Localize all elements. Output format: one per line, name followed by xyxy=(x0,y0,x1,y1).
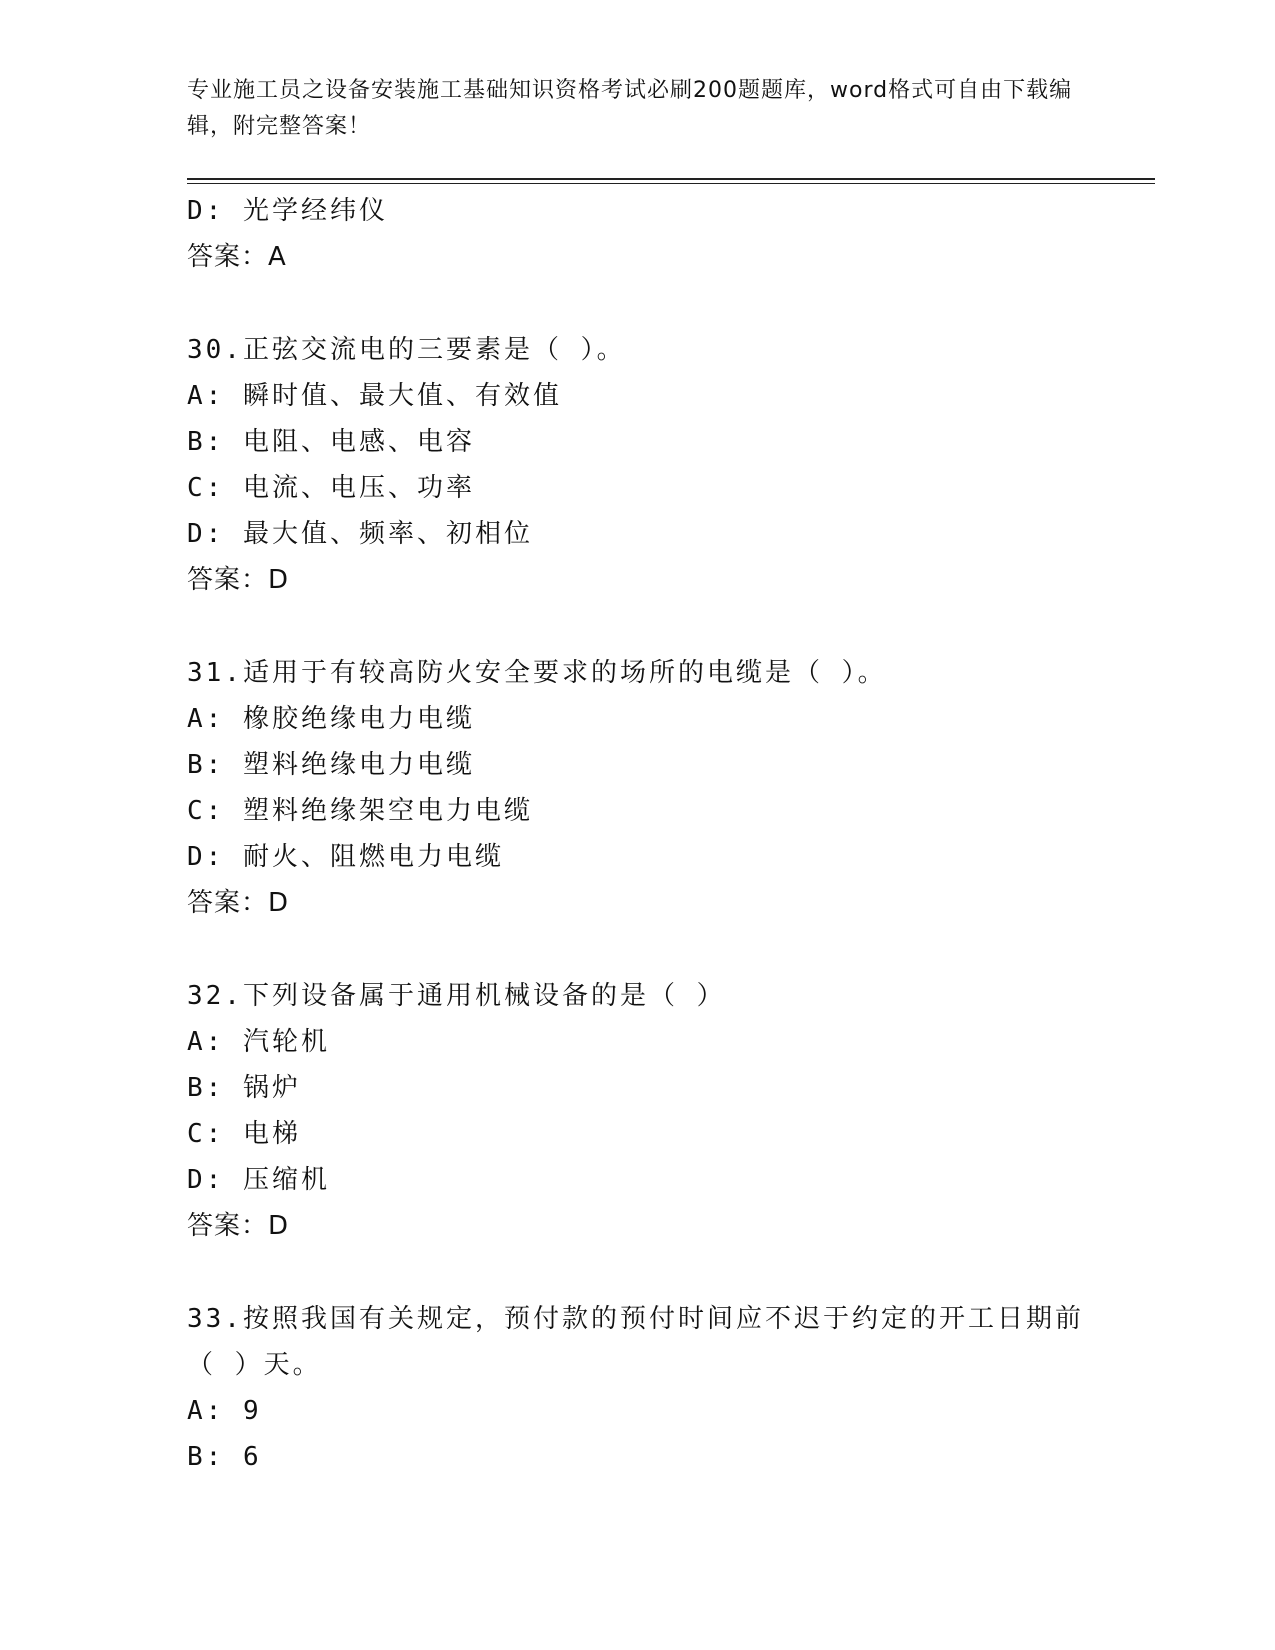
answer-line: 答案：D xyxy=(187,565,290,595)
answer-line: 答案：D xyxy=(187,1211,290,1241)
question-stem: 30.正弦交流电的三要素是（ ）。 xyxy=(187,335,626,365)
option-line: D: 耐火、阻燃电力电缆 xyxy=(187,842,504,872)
option-line: D: 光学经纬仪 xyxy=(187,196,388,226)
option-line: D: 压缩机 xyxy=(187,1165,330,1195)
question-stem: （ ）天。 xyxy=(187,1350,322,1380)
option-line: A: 瞬时值、最大值、有效值 xyxy=(187,381,562,411)
option-line: C: 电流、电压、功率 xyxy=(187,473,475,503)
answer-line: 答案：A xyxy=(187,242,287,272)
document-header: 专业施工员之设备安装施工基础知识资格考试必刷200题题库，word格式可自由下载编辑，附完整答案！ xyxy=(187,78,1073,139)
header-divider xyxy=(187,178,1155,184)
answer-line: 答案：D xyxy=(187,888,290,918)
option-line: B: 电阻、电感、电容 xyxy=(187,427,475,457)
question-list xyxy=(187,188,1127,1480)
question-spacer xyxy=(187,603,1127,650)
question-stem: 32.下列设备属于通用机械设备的是（ ） xyxy=(187,981,726,1011)
question-spacer xyxy=(187,280,1127,327)
option-line: C: 塑料绝缘架空电力电缆 xyxy=(187,796,533,826)
question-stem: 33.按照我国有关规定，预付款的预付时间应不迟于约定的开工日期前 xyxy=(187,1304,1084,1334)
option-line: B: 锅炉 xyxy=(187,1073,301,1103)
option-line: B: 6 xyxy=(187,1442,262,1472)
option-line: A: 汽轮机 xyxy=(187,1027,330,1057)
option-line: B: 塑料绝缘电力电缆 xyxy=(187,750,475,780)
question-spacer xyxy=(187,926,1127,973)
option-line: A: 橡胶绝缘电力电缆 xyxy=(187,704,475,734)
question-stem: 31.适用于有较高防火安全要求的场所的电缆是（ ）。 xyxy=(187,658,887,688)
option-line: A: 9 xyxy=(187,1396,262,1426)
option-line: C: 电梯 xyxy=(187,1119,301,1149)
option-line: D: 最大值、频率、初相位 xyxy=(187,519,533,549)
question-spacer xyxy=(187,1249,1127,1296)
